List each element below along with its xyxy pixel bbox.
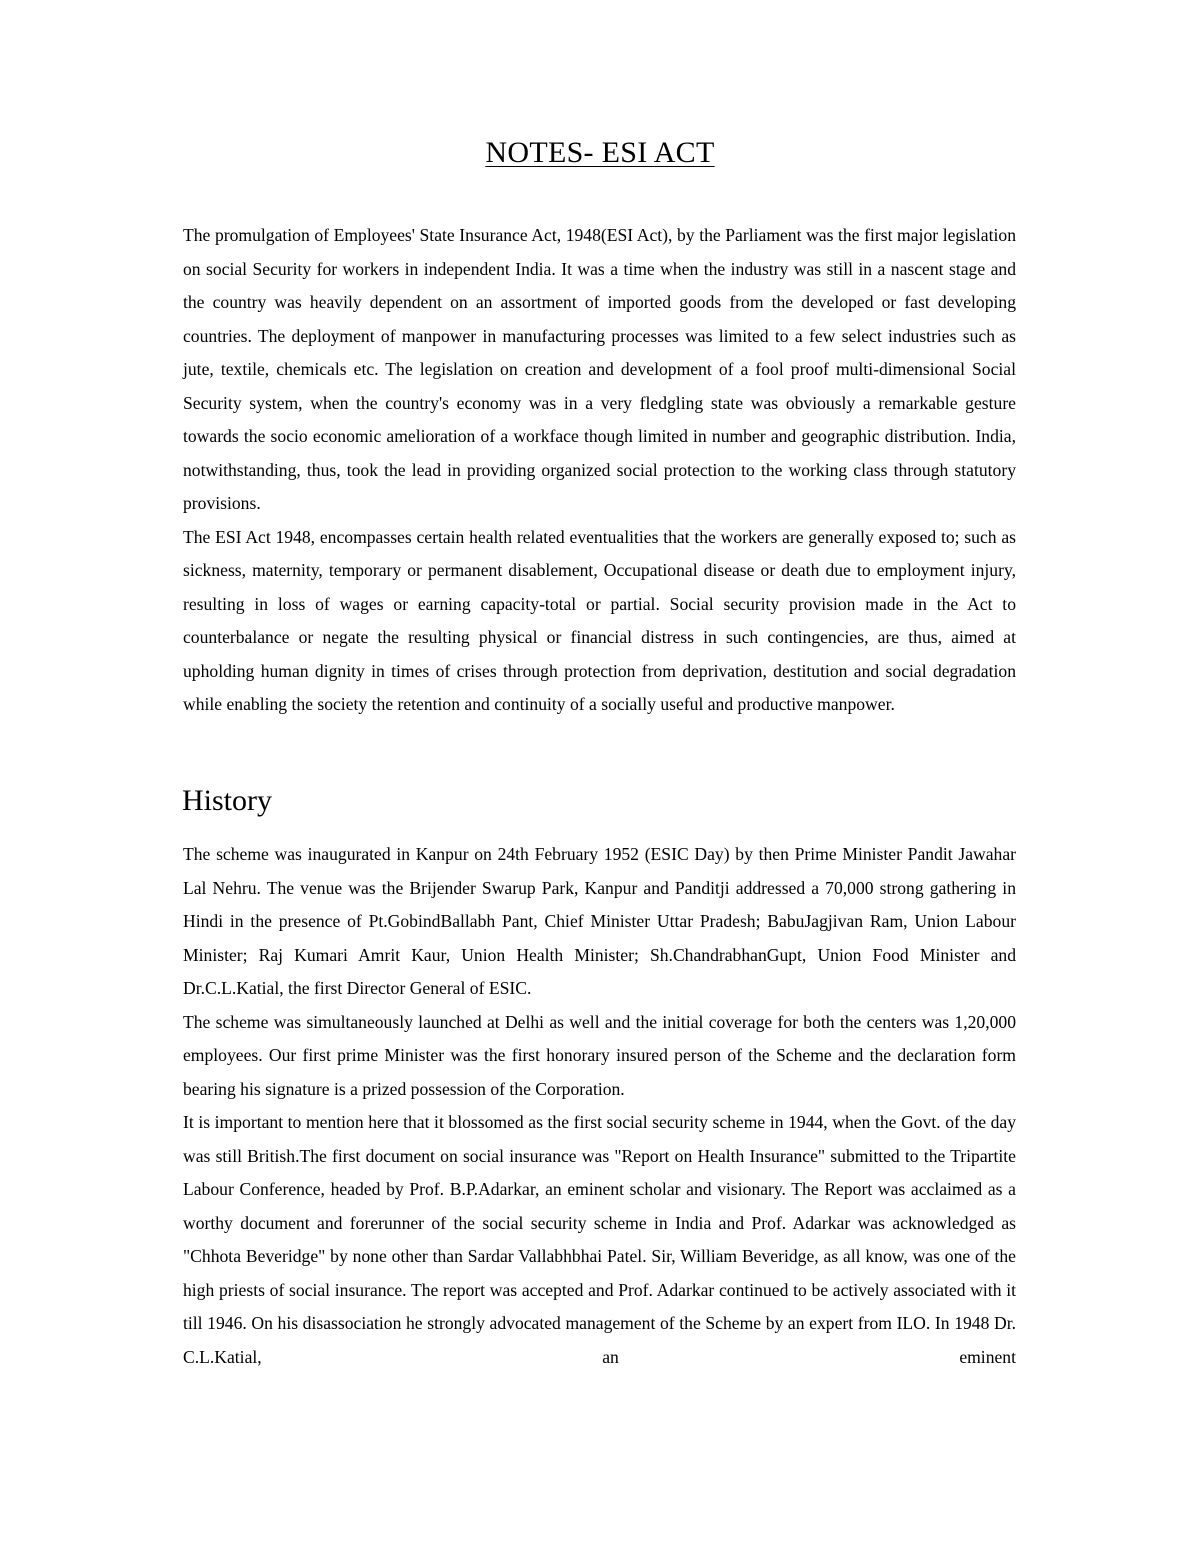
paragraph: The scheme was simultaneously launched at Delhi as well and the initial coverage for both the centers was 1,20,000 employees. Our first prime Minister was the first honorary insured person of the Scheme and the declaration form bearing his signature is a prized possession of the Corporation. <box>183 1011 1016 1099</box>
paragraph: The ESI Act 1948, encompasses certain health related eventualities that the workers are generally exposed to; such as sickness, maternity, temporary or permanent disablement, Occupational disease or death due to employment injury, resulting in loss of wages or earning capacity-total or partial. Social security provision made in the Act to counterbalance or negate the resulting physical or financial distress in such contingencies, are thus, aimed at upholding human dignity in times of crises through protection from deprivation, destitution and social degradation while enabling the society the retention and continuity of a socially useful and productive manpower. <box>183 526 1016 714</box>
paragraph: The promulgation of Employees' State Insurance Act, 1948(ESI Act), by the Parliament was the first major legislation on social Security for workers in independent India. It was a time when the industry was still in a nascent stage and the country was heavily dependent on an assortment of imported goods from the developed or fast developing countries. The deployment of manpower in manufacturing processes was limited to a few select industries such as jute, textile, chemicals etc. The legislation on creation and development of a fool proof multi-dimensional Social Security system, when the country's economy was in a very fledgling state was obviously a remarkable gesture towards the socio economic amelioration of a workface though limited in number and geographic distribution. India, notwithstanding, thus, took the lead in providing organized social protection to the working class through statutory provisions. <box>183 225 1016 513</box>
paragraph: It is important to mention here that it blossomed as the first social security scheme in 1944, when the Govt. of the day was still British.The first document on social insurance was "Report on Health Insurance" submitted to the Tripartite Labour Conference, headed by Prof. B.P.Adarkar, an eminent scholar and visionary. The Report was acclaimed as a worthy document and forerunner of the social security scheme in India and Prof. Adarkar was acknowledged as "Chhota Beveridge" by none other than Sardar Vallabhbhai Patel. Sir, William Beveridge, as all know, was one of the high priests of social insurance. The report was accepted and Prof. Adarkar continued to be actively associated with it till 1946. On his disassociation he strongly advocated management of the Scheme by an expert from ILO. In 1948 Dr. C.L.Katial, an eminent <box>183 1112 1016 1367</box>
history-section <box>183 838 1016 1374</box>
paragraph: The scheme was inaugurated in Kanpur on 24th February 1952 (ESIC Day) by then Prime Minister Pandit Jawahar Lal Nehru. The venue was the Brijender Swarup Park, Kanpur and Panditji addressed a 70,000 strong gathering in Hindi in the presence of Pt.GobindBallabh Pant, Chief Minister Uttar Pradesh; BabuJagjivan Ram, Union Labour Minister; Raj Kumari Amrit Kaur, Union Health Minister; Sh.ChandrabhanGupt, Union Food Minister and Dr.C.L.Katial, the first Director General of ESIC. <box>183 844 1016 998</box>
document-title: NOTES- ESI ACT <box>485 136 715 169</box>
intro-section <box>183 219 1016 722</box>
history-heading: History <box>182 784 272 817</box>
